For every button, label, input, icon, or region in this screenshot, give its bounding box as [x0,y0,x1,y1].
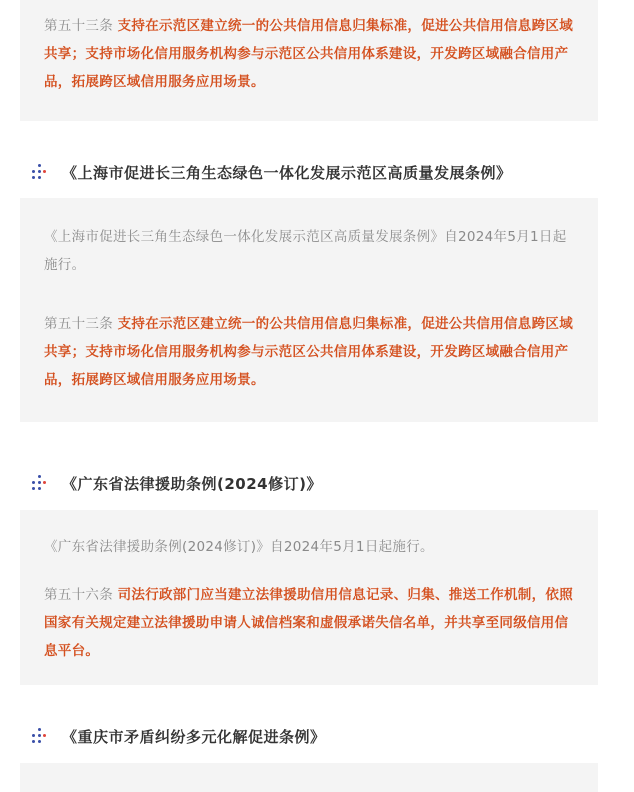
article-number: 第五十六条 [44,587,113,603]
article-text: 支持在示范区建立统一的公共信用信息归集标准，促进公共信用信息跨区域共享；支持市场化信用服务机构参与示范区公共信用体系建设，开发跨区域融合信用产品，拓展跨区域信用服务应用场景。 [44,316,573,388]
dots-icon [32,728,46,744]
section-heading-shanghai [32,160,512,184]
heading-text: 《重庆市矛盾纠纷多元化解促进条例》 [62,727,326,746]
dots-icon [32,475,46,491]
article-number: 第五十三条 [44,316,113,332]
heading-text: 《广东省法律援助条例(2024修订)》 [62,474,322,493]
section-heading-guangdong [32,471,322,495]
article-text: 支持在示范区建立统一的公共信用信息归集标准，促进公共信用信息跨区域共享；支持市场化信用服务机构参与示范区公共信用体系建设，开发跨区域融合信用产品，拓展跨区域信用服务应用场景。 [44,18,573,90]
article-paragraph [44,310,574,394]
article-text: 司法行政部门应当建立法律援助信用信息记录、归集、推送工作机制，依照国家有关规定建立法律援助申请人诚信档案和虚假承诺失信名单，并共享至同级信用信息平台。 [44,587,573,659]
article-card-2 [20,198,598,422]
article-paragraph [44,12,574,96]
article-number: 第五十三条 [44,18,113,34]
article-card-3 [20,510,598,685]
dots-icon [32,164,46,180]
article-card-1 [20,0,598,121]
heading-text: 《上海市促进长三角生态绿色一体化发展示范区高质量发展条例》 [62,163,512,182]
effective-date-text: 《广东省法律援助条例(2024修订)》自2024年5月1日起施行。 [44,539,434,555]
article-paragraph [44,581,574,665]
section-heading-chongqing [32,724,326,748]
article-card-4 [20,763,598,792]
effective-date-text: 《上海市促进长三角生态绿色一体化发展示范区高质量发展条例》自2024年5月1日起施行。 [44,229,567,273]
